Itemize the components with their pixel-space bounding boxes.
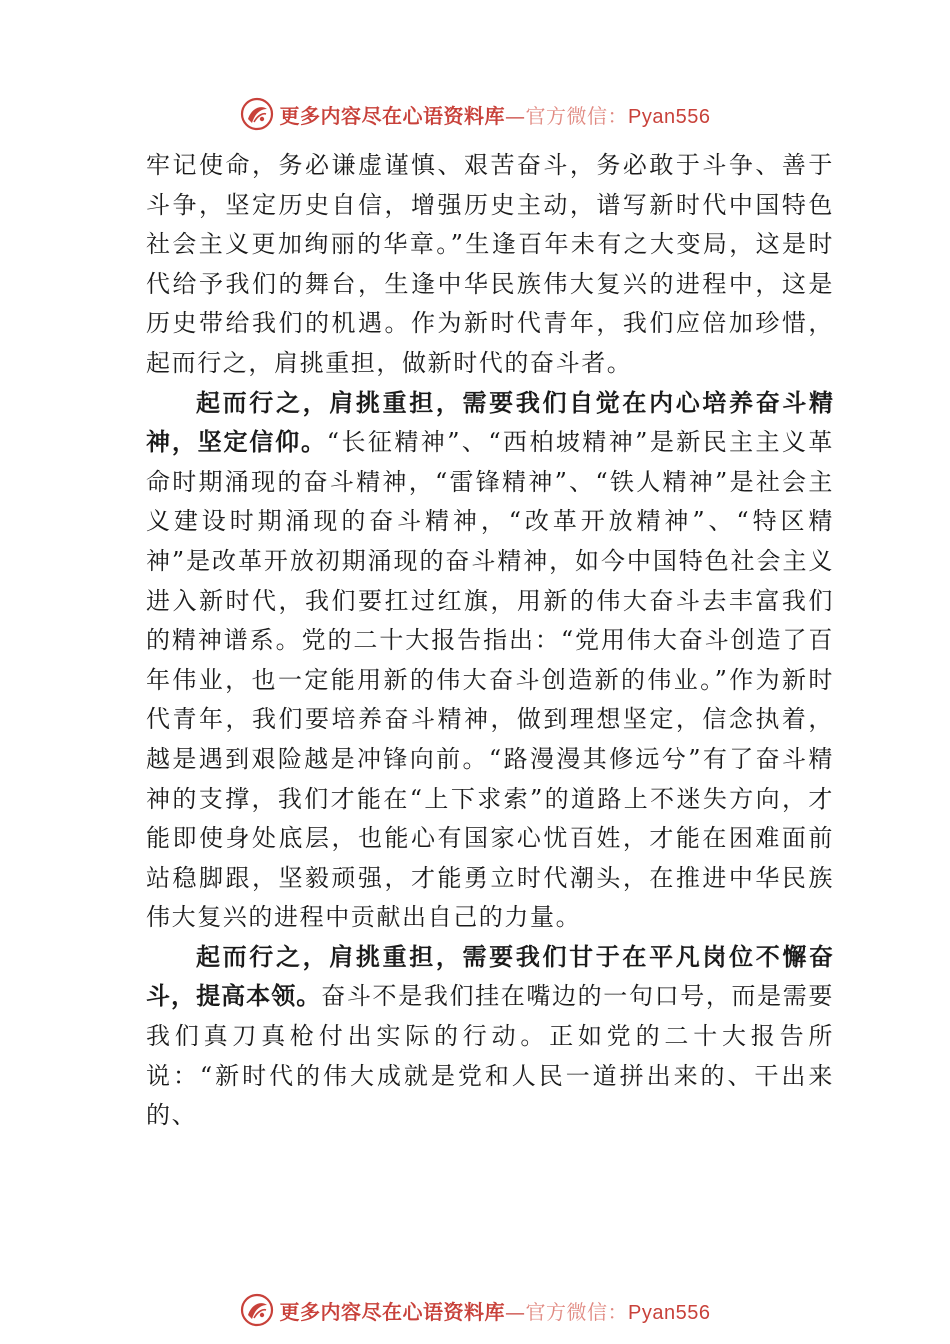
paragraph-3 bbox=[146, 938, 834, 1136]
red-swirl-logo-icon bbox=[240, 1293, 274, 1327]
banner-dash: — bbox=[505, 103, 526, 128]
banner-wechat-label: 官方微信： bbox=[525, 103, 629, 128]
banner-text bbox=[280, 1296, 711, 1325]
header-banner bbox=[0, 94, 950, 134]
document-body bbox=[146, 146, 834, 1136]
paragraph-2 bbox=[146, 384, 834, 938]
banner-text bbox=[280, 100, 711, 129]
footer-banner bbox=[0, 1290, 950, 1330]
paragraph-1: 牢记使命，务必谦虚谨慎、艰苦奋斗，务必敢于斗争、善于斗争，坚定历史自信，增强历史主动，谱写新时代中国特色社会主义更加绚丽的华章。”生逢百年未有之大变局，这是时代给予我们的舞台，生逢中华民族伟大复兴的进程中，这是历史带给我们的机遇。作为新时代青年，我们应倍加珍惜， 起而行之，肩挑重担，做新时代的奋斗者。 bbox=[146, 151, 834, 377]
paragraph-3-text: 奋斗不是我们挂在嘴边的一句口号，而是需要我们真刀真枪付出实际的行动。正如党的二十大报告所说：“新时代的伟大成就是党和人民一道拼出来的、干出来的、 bbox=[146, 982, 835, 1130]
red-swirl-logo-icon bbox=[240, 97, 274, 131]
paragraph-3-heading: 起而行之，肩挑重担，需要我们甘于在平凡岗位不懈奋斗，提高本领。 bbox=[146, 942, 834, 1011]
banner-title: 更多内容尽在心语资料库 bbox=[279, 1299, 506, 1324]
banner-wechat-id: Pyan556 bbox=[628, 105, 711, 128]
banner-wechat-id: Pyan556 bbox=[628, 1301, 711, 1324]
paragraph-2-text: “长征精神”、“西柏坡精神”是新民主主义革命时期涌现的奋斗精神，“雷锋精神”、“铁人精神”是社会主义建设时期涌现的奋斗精神，“改革开放精神”、“特区精神”是改革开放初期涌现的奋斗精神，如今中国特色社会主义进入新时代，我们要扛过红旗，用新的伟大奋斗去丰富我们的精神谱系。党的二十大报告指出：“党用伟大奋斗创造了百年伟业，也一定能用新的伟大奋斗创造新的伟业。”作为新时代青年，我们要培养奋斗精神，做到理想坚定，信念执着，越是遇到艰险越是冲锋向前。“路漫漫其修远兮”有了奋斗精神的支撑，我们才能在“上下求索”的道路上不迷失方向，才能即使身处底层，也能心有国家心忧百姓，才能在困难面前站稳脚跟，坚毅顽强，才能勇立时代潮头，在推进中华民族伟大复兴的进程中贡献出自己的力量。 bbox=[146, 428, 835, 932]
banner-wechat-label: 官方微信： bbox=[525, 1299, 629, 1324]
paragraph-2-heading: 起而行之，肩挑重担，需要我们自觉在内心培养奋斗精神，坚定信仰。 bbox=[146, 388, 834, 457]
banner-title: 更多内容尽在心语资料库 bbox=[279, 103, 506, 128]
banner-dash: — bbox=[505, 1299, 526, 1324]
